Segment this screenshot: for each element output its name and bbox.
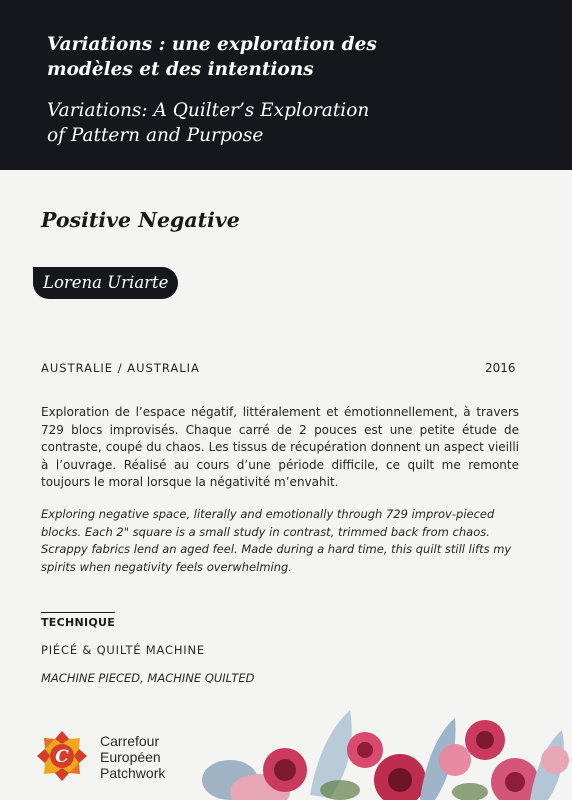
exhibition-title-en-line2: of Pattern and Purpose [47, 125, 264, 146]
country: AUSTRALIE / AUSTRALIA [41, 361, 200, 375]
carrefour-logo-icon [36, 730, 88, 782]
exhibition-title-fr-line1: Variations : une exploration des [47, 34, 377, 55]
quilt-title: Positive Negative [41, 208, 240, 232]
exhibition-title-en [47, 98, 547, 148]
exhibition-header [0, 0, 572, 170]
logo-line3: Patchwork [100, 765, 166, 781]
logo-wordmark [100, 733, 165, 781]
technique-fr: PIÉCÉ & QUILTÉ MACHINE [41, 643, 205, 657]
description-fr: Exploration de l’espace négatif, littéralement et émotionnellement, à travers 729 blocs improvisés. Chaque carré de 2 pouces est une petite étude de contraste, coupé du chaos. Les tissus de récupération donnent un aspect vieilli à l’ouvrage. Réalisé au cours d’une période difficile, ce quilt me remonte toujours le moral lorsque la négativité m’envahit. [41, 405, 519, 489]
logo-line1: Carrefour [100, 733, 160, 749]
floral-decoration [190, 700, 572, 800]
exhibition-title-en-line1: Variations: A Quilter’s Exploration [47, 100, 370, 121]
technique-label: TECHNIQUE [41, 612, 115, 629]
artist-name-badge: Lorena Uriarte [33, 267, 178, 299]
exhibition-title-fr [47, 32, 547, 82]
logo-line2: Européen [100, 749, 161, 765]
technique-en: MACHINE PIECED, MACHINE QUILTED [41, 671, 255, 685]
logo-letter: C [55, 747, 69, 767]
year: 2016 [485, 361, 516, 375]
description-en: Exploring negative space, literally and emotionally through 729 improv-pieced blocks. Each 2" square is a small study in contrast, trimmed back from chaos. Scrappy fabrics lend an aged feel. Made during a hard time, this quilt still lifts my spirits when negativity feels overwhelming. [41, 507, 512, 574]
exhibition-title-fr-line2: modèles et des intentions [47, 59, 314, 80]
